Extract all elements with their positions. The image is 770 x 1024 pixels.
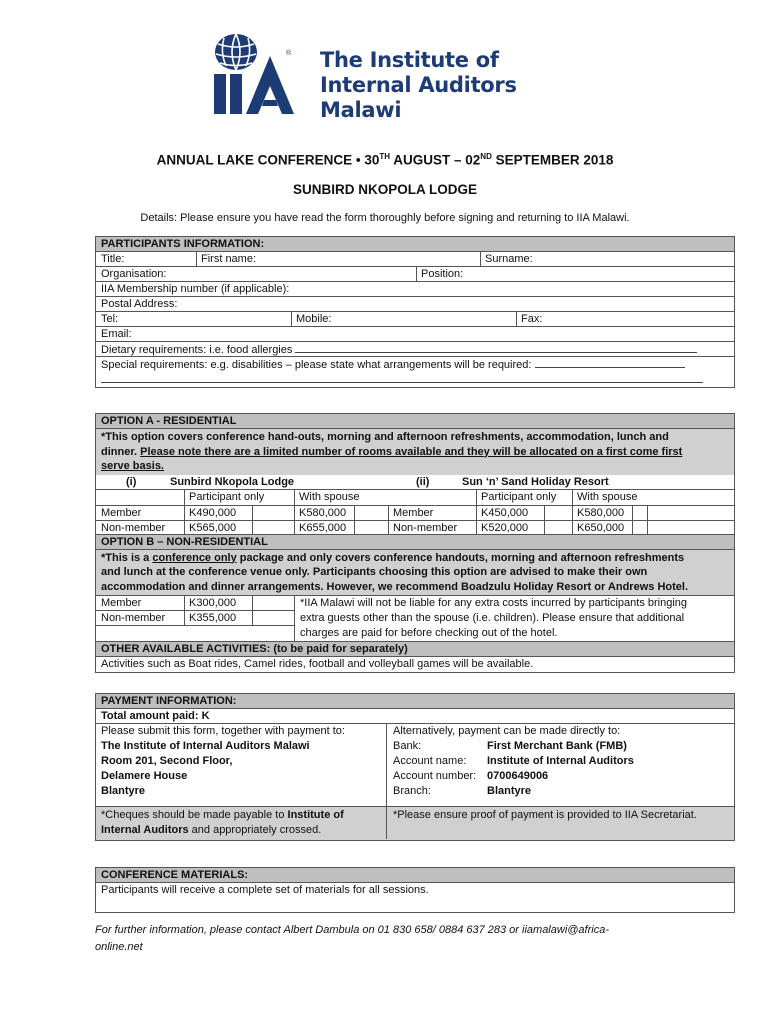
price-cell: K565,000 bbox=[184, 521, 252, 534]
organisation-row bbox=[96, 267, 734, 282]
proof-note: *Please ensure proof of payment is provided to IIA Secretariat. bbox=[386, 807, 734, 839]
name-row bbox=[96, 252, 734, 267]
option-b-header: OPTION B – NON-RESIDENTIAL bbox=[96, 535, 734, 550]
price-cell: K580,000 bbox=[572, 506, 632, 520]
option-a-header: OPTION A - RESIDENTIAL bbox=[96, 414, 734, 429]
surname-field[interactable]: Surname: bbox=[480, 252, 734, 266]
checkbox-cell[interactable] bbox=[252, 521, 294, 534]
checkbox-cell[interactable] bbox=[354, 521, 388, 534]
option-b-disclaimer: *IIA Malawi will not be liable for any extra costs incurred by participants bringing extra guests other than the spouse (i.e. children). Please ensure that additional charges are paid for before checking out of the hotel. bbox=[294, 596, 734, 641]
options-section bbox=[95, 413, 735, 673]
member-label: Member bbox=[101, 506, 142, 519]
other-activities-text: Activities such as Boat rides, Camel rides, football and volleyball games will be available. bbox=[101, 658, 534, 670]
venue-row bbox=[96, 475, 734, 490]
price-cell: K300,000 bbox=[184, 596, 252, 610]
email-field[interactable]: Email: bbox=[96, 327, 734, 342]
checkbox-cell[interactable] bbox=[632, 506, 648, 520]
member-label: Member bbox=[388, 506, 476, 520]
section-header: PARTICIPANTS INFORMATION: bbox=[96, 237, 734, 252]
member-price-row bbox=[96, 505, 734, 520]
cheque-note: *Cheques should be made payable to Institute of Internal Auditors and appropriately crossed. bbox=[101, 809, 344, 836]
price-cell: K520,000 bbox=[476, 521, 544, 534]
price-cell: K650,000 bbox=[572, 521, 632, 534]
non-member-label: Non-member bbox=[101, 612, 166, 624]
venue1-num: (i) bbox=[126, 475, 137, 488]
logo-line-2: Internal Auditors bbox=[320, 73, 517, 97]
member-label: Member bbox=[101, 597, 142, 609]
first-name-field[interactable]: First name: bbox=[196, 252, 476, 266]
contact-row bbox=[96, 312, 734, 327]
globe-icon bbox=[208, 30, 313, 120]
b-non-member-row bbox=[96, 611, 294, 626]
special-line-2[interactable] bbox=[101, 372, 703, 383]
page-title: ANNUAL LAKE CONFERENCE • 30TH AUGUST – 02ND SEPTEMBER 2018 bbox=[156, 152, 614, 168]
dietary-row[interactable] bbox=[96, 342, 734, 357]
organisation-field[interactable]: Organisation: bbox=[101, 268, 167, 280]
checkbox-cell[interactable] bbox=[544, 521, 572, 534]
venue-title: SUNBIRD NKOPOLA LODGE bbox=[292, 182, 477, 197]
registered-mark: ® bbox=[286, 50, 292, 57]
option-b-note: *This is a conference only package and only covers conference handouts, morning and afternoon refreshments and lunch at the conference venue only. Participants choosing this option are advised to make their own accommodation and dinner arrangements. However, we recommend Boadzulu Holiday Resort or Andrews Hotel. bbox=[96, 550, 734, 597]
tel-field[interactable]: Tel: bbox=[101, 313, 119, 325]
price-cell: K450,000 bbox=[476, 506, 544, 520]
b-member-row bbox=[96, 596, 294, 611]
logo-line-3: Malawi bbox=[320, 98, 402, 122]
materials-section bbox=[95, 867, 735, 913]
logo-line-1: The Institute of bbox=[320, 48, 499, 72]
col-spouse-2: With spouse bbox=[572, 490, 648, 505]
payment-details bbox=[96, 724, 734, 806]
checkbox-cell[interactable] bbox=[544, 506, 572, 520]
details-text: Details: Please ensure you have read the form thoroughly before signing and returning to IIA Malawi. bbox=[140, 212, 630, 224]
non-member-price-row bbox=[96, 520, 734, 535]
special-row[interactable] bbox=[96, 357, 734, 372]
price-cell: K355,000 bbox=[184, 611, 252, 625]
title-field[interactable]: Title: bbox=[101, 253, 125, 265]
checkbox-cell[interactable] bbox=[252, 596, 294, 610]
dietary-line[interactable] bbox=[295, 342, 697, 353]
iia-logo bbox=[208, 30, 548, 120]
option-b-prices bbox=[96, 596, 734, 642]
checkbox-cell[interactable] bbox=[252, 506, 294, 520]
contact-footer: For further information, please contact Albert Dambula on 01 830 658/ 0884 637 283 or iiamalawi@africa-online.net bbox=[95, 924, 609, 953]
total-amount-field[interactable]: Total amount paid: K bbox=[96, 709, 734, 724]
postal-address-field[interactable]: Postal Address: bbox=[96, 297, 734, 312]
col-participant-2: Participant only bbox=[476, 490, 572, 505]
option-a-note: *This option covers conference hand-outs, morning and afternoon refreshments, accommodation, lunch and dinner. Please note there are a limited number of rooms available and they will be allocated on a first come first serve basis. bbox=[96, 429, 734, 475]
payment-section bbox=[95, 693, 735, 841]
mobile-field[interactable]: Mobile: bbox=[291, 312, 516, 326]
other-activities-header: OTHER AVAILABLE ACTIVITIES: (to be paid for separately) bbox=[96, 642, 734, 657]
col-spouse: With spouse bbox=[294, 490, 388, 505]
participants-section bbox=[95, 236, 735, 388]
checkbox-cell[interactable] bbox=[252, 611, 294, 625]
checkbox-cell[interactable] bbox=[354, 506, 388, 520]
non-member-label: Non-member bbox=[101, 521, 166, 534]
price-cell: K580,000 bbox=[294, 506, 354, 520]
special-label: Special requirements: e.g. disabilities – please state what arrangements will be required: bbox=[101, 359, 532, 371]
col-participant: Participant only bbox=[184, 490, 294, 505]
membership-field[interactable]: IIA Membership number (if applicable): bbox=[96, 282, 734, 297]
special-row-2[interactable] bbox=[96, 372, 734, 387]
bank-details: Alternatively, payment can be made directly to: Bank: First Merchant Bank (FMB) Account name: Institute of Internal Auditors Account number: 0700649006 Branch: Blantyre bbox=[386, 724, 734, 806]
logo-wordmark bbox=[320, 48, 517, 123]
submit-address: Please submit this form, together with payment to: The Institute of Internal Auditors Malawi Room 201, Second Floor, Delamere House Blantyre bbox=[101, 725, 345, 797]
checkbox-cell[interactable] bbox=[632, 521, 648, 534]
price-col-header-row bbox=[96, 490, 734, 505]
materials-text: Participants will receive a complete set of materials for all sessions. bbox=[101, 884, 429, 896]
dietary-label: Dietary requirements: i.e. food allergies bbox=[101, 344, 293, 356]
venue2-num: (ii) bbox=[416, 475, 430, 488]
special-line[interactable] bbox=[535, 357, 685, 368]
payment-header: PAYMENT INFORMATION: bbox=[96, 694, 734, 709]
fax-field[interactable]: Fax: bbox=[516, 312, 734, 326]
position-field[interactable]: Position: bbox=[416, 267, 734, 281]
price-cell: K490,000 bbox=[184, 506, 252, 520]
price-cell: K655,000 bbox=[294, 521, 354, 534]
venue2-name: Sun ‘n’ Sand Holiday Resort bbox=[462, 475, 609, 488]
venue1-name: Sunbird Nkopola Lodge bbox=[170, 475, 295, 488]
payment-notes bbox=[96, 806, 734, 840]
materials-header: CONFERENCE MATERIALS: bbox=[96, 868, 734, 883]
non-member-label: Non-member bbox=[388, 521, 476, 534]
